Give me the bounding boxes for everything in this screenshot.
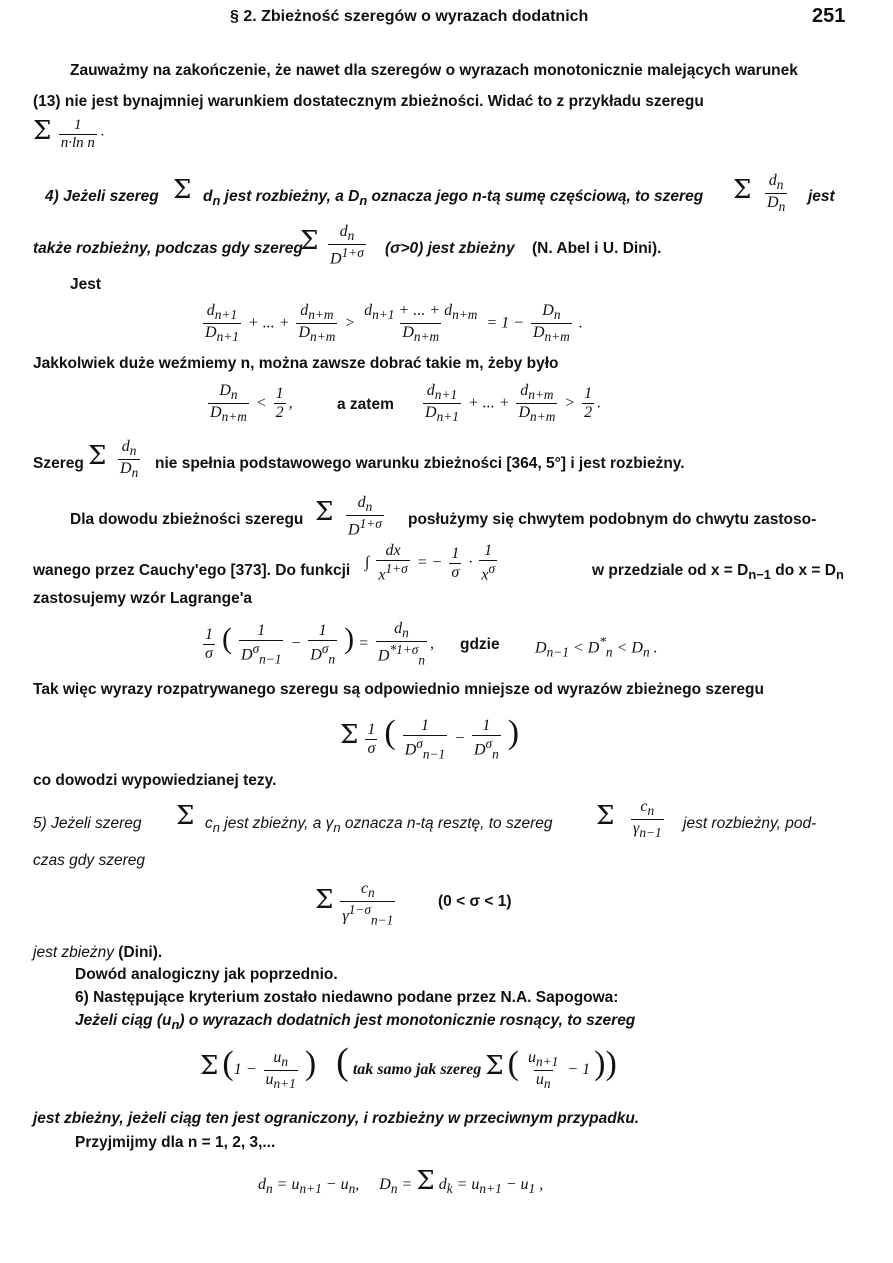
formula-sum-cn-gamma: Σ $\frac{c_n}{\gamma^{1-\sigma}_{n-1}}$ [315,880,394,928]
formula-convergent-series: Σ $\frac{1}{\sigma}$ ( $\frac{1}{D^\sigma_{n-1}}$ − $\frac{1}{D^\sigma_n}$ ) [340,714,520,762]
word-jest: Jest [70,276,102,293]
item-4-line1-a: 4) Jeżeli szereg [45,188,159,205]
word-a-zatem: a zatem [337,396,394,413]
paragraph-przyjmijmy: Przyjmijmy dla n = 1, 2, 3,... [75,1134,276,1151]
sigma-symbol: Σ [315,497,334,527]
range-sigma: (0 < σ < 1) [438,893,512,910]
dla-dowodu-a: Dla dowodu zbieżności szeregu [70,511,304,528]
item-5-b: $c_n$ jest zbieżny, a $\gamma_n$ oznacza n-tą resztę, to szereg [205,815,553,836]
formula-inequality-3: $\frac{d_{n+1}}{D_{n+1}}$ + ... + $\frac{d_{n+m}}{D_{n+m}}$ > $\frac{1}{2}$ . [425,382,602,425]
sigma-symbol: Σ [88,441,107,471]
formula-inequality-2: $\frac{D_n}{D_{n+m}}$ < $\frac{1}{2}$ , [210,382,293,425]
sigma-symbol: Σ [176,801,195,831]
item-6-italic: Jeżeli ciąg $(u_n)$ o wyrazach dodatnich jest monotonicznie rosnący, to szereg [75,1012,636,1033]
sigma-symbol: Σ [173,175,192,205]
wanego-b: w przedziale od $x = D_{n-1}$ do $x = D_n$ [592,562,844,583]
item-4-line2-a: także rozbieżny, podczas gdy szereg [33,240,303,257]
sigma-symbol: Σ [596,801,615,831]
paragraph-tak-wiec: Tak więc wyrazy rozpatrywanego szeregu są odpowiednio mniejsze od wyrazów zbieżnego szeregu [33,681,764,698]
item-4-line1-e: jest [808,188,835,205]
paragraph-item-6: 6) Następujące kryterium zostało niedawno podane przez N.A. Sapogowa: [75,989,619,1006]
sigma-symbol: Σ [733,175,752,205]
paragraph-dowod: Dowód analogiczny jak poprzednio. [75,966,338,983]
fraction-cn-gamma: $\frac{c_n}{\gamma_{n-1}}$ [633,798,662,841]
page-number: 251 [812,5,846,27]
running-header: § 2. Zbieżność szeregów o wyrazach dodatnich [230,8,589,25]
line-jest-zbiezny: jest zbieżny (Dini). [33,944,163,961]
paragraph-co-dowodzi: co dowodzi wypowiedzianej tezy. [33,772,277,789]
formula-sapogowa: Σ (1 − $\frac{u_n}{u_{n+1}}$ ) ( tak samo jak szereg Σ ( $\frac{u_{n+1}}{u_n}$ − 1 )) [200,1041,617,1092]
wanego-a: wanego przez Cauchy'ego [373]. Do funkcji [33,562,351,579]
fraction-dn-Dn-sigma: $\frac{d_n}{D^{1+\sigma}}$ [348,494,382,539]
paragraph-line: (13) nie jest bynajmniej warunkiem dostatecznym zbieżności. Widać to z przykładu szeregu [33,93,704,110]
word-gdzie: gdzie [460,636,500,653]
item-5-czas-gdy: czas gdy szereg [33,852,145,869]
phrase-tak-samo: tak samo jak szereg [352,1061,482,1078]
sigma-symbol: Σ [300,226,319,256]
zastosujemy-a: zastosujemy wzór Lagrange'a [33,590,253,607]
formula-sum-1-over-nlnn: Σ $\frac{1}{\text{n·ln n}}$ · [33,116,106,152]
formula-bounds: $D_{n-1} < D^*_n < D_n$ . [535,634,658,660]
item-5-a: 5) Jeżeli szereg [33,815,142,832]
formula-definitions: $d_n = u_{n+1} - u_n$, $D_n = \Sigma$ $d_k = u_{n+1} - u_1$ , [258,1166,544,1197]
paragraph-jakkolwiek: Jakkolwiek duże weźmiemy n, można zawsze dobrać takie m, żeby było [33,355,559,372]
item-4-line1-b: $d_n$ jest rozbieżny, a $D_n$ oznacza jego n-tą sumę częściową, to szereg [203,188,704,209]
dla-dowodu-b: posłużymy się chwytem podobnym do chwytu zastoso- [408,511,817,528]
paragraph-line: Zauważmy na zakończenie, że nawet dla szeregów o wyrazach monotonicznie malejących warunek [70,62,798,79]
word-szereg: Szereg [33,455,84,472]
item-4-line2-c: (N. Abel i U. Dini). [532,240,662,257]
formula-inequality-1: $\frac{d_{n+1}}{D_{n+1}}$ + ... + $\frac{d_{n+m}}{D_{n+m}}$ > $\frac{d_{n+1} + ... + d_{n+m}}{D_{n+m}}$ = 1 − $\frac{D_n}{D_{n+m}}$ . [205,302,583,345]
fraction-dn-Dn: $\frac{d_n}{D_n}$ [120,438,139,481]
fraction-dn-Dn-sigma: $\frac{d_n}{D^{1+\sigma}}$ [330,223,364,268]
item-5-e: jest rozbieżny, pod- [683,815,817,832]
formula-integral: ∫ $\frac{dx}{x^{1+\sigma}}$ = − $\frac{1}{\sigma}$ · $\frac{1}{x^\sigma}$ [365,542,496,584]
fraction-dn-Dn: $\frac{d_n}{D_n}$ [767,172,786,215]
formula-lagrange: $\frac{1}{\sigma}$ ( $\frac{1}{D^\sigma_{n-1}}$ − $\frac{1}{D^\sigma_n}$ ) = $\frac{d_n}{D^{*1+\sigma}_n}$ , [205,620,435,668]
item-4-line2-b: (σ>0) jest zbieżny [385,240,515,257]
paragraph-final-italic: jest zbieżny, jeżeli ciąg ten jest ograniczony, i rozbieżny w przeciwnym przypadku. [33,1110,640,1127]
szereg-rest: nie spełnia podstawowego warunku zbieżności [364, 5°] i jest rozbieżny. [155,455,685,472]
